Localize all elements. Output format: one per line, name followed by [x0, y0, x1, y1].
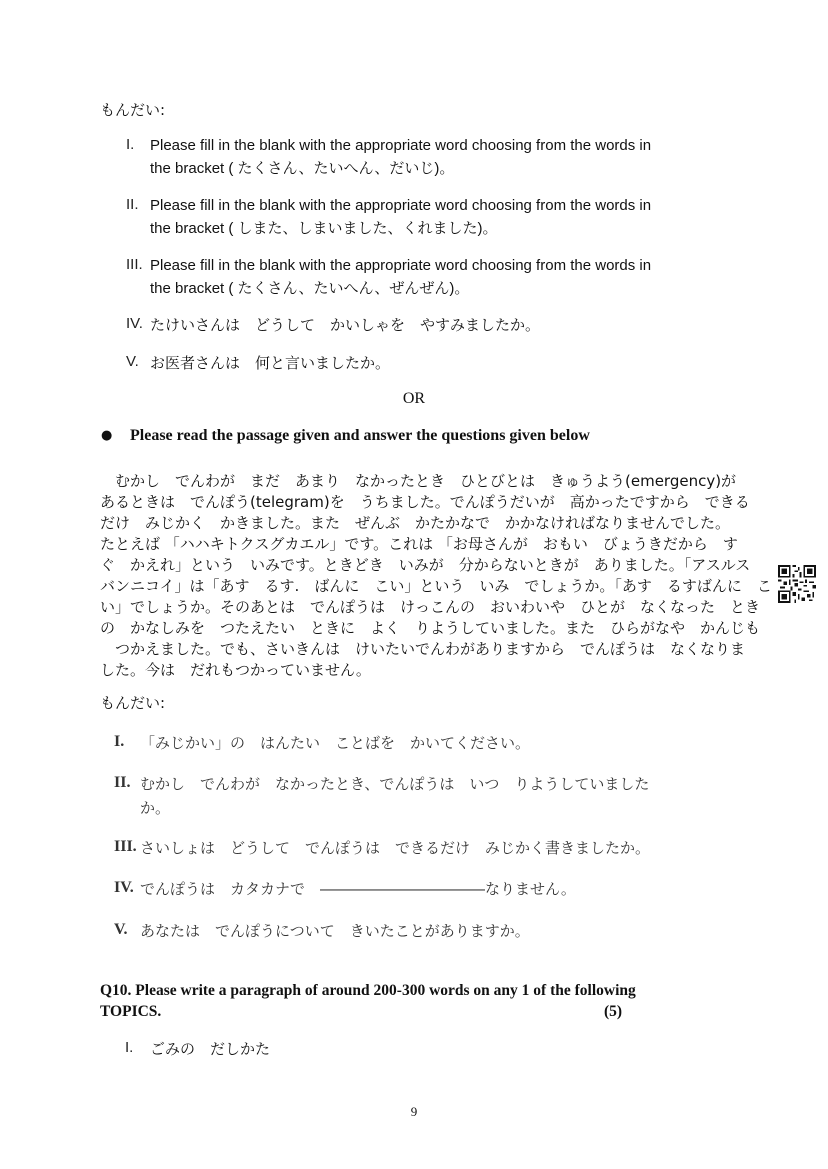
passage-instruction: Please read the passage given and answer the questions given below [130, 427, 590, 444]
passage-line-10: した。今は だれもつかっていません。 [100, 661, 371, 679]
bullet-icon: ● [101, 428, 113, 443]
passage-line-9: つかえました。でも、さいきんは けいたいでんわがありますから でんぽうは なくなりま [100, 640, 746, 658]
s1-item-5-line-1: お医者さんは 何と言いましたか。 [150, 354, 391, 372]
s2-item-5-line-1: あなたは でんぽうについて きいたことがありますか。 [140, 922, 530, 940]
s1-item-5-number: V. [126, 353, 139, 370]
s1-item-2-number: II. [126, 196, 139, 213]
q10-marks: (5) [604, 1003, 623, 1020]
q10-item-1-text: ごみの だしかた [150, 1040, 271, 1058]
q10-prompt-line-1: Q10. Please write a paragraph of around 200-300 words on any 1 of the following [100, 982, 636, 999]
q10-prompt-line-2: TOPICS. [100, 1003, 162, 1020]
s2-item-4-number: IV. [114, 879, 134, 896]
s2-item-4-line-1: でんぽうは カタカナで ―――――――――――なりません。 [140, 880, 576, 898]
s1-item-3-line-2: the bracket ( たくさん、たいへん、ぜんぜん)。 [150, 280, 470, 297]
s2-item-2-line-1: むかし でんわが なかったとき、でんぽうは いつ りようしていました [140, 775, 650, 793]
s1-item-4-number: IV. [126, 315, 143, 332]
passage-line-2: あるときは でんぽう(telegram)を うちました。でんぽうだいが 高かったですから できる [100, 493, 750, 511]
s1-item-1-line-1: Please fill in the blank with the appropriate word choosing from the words in [150, 137, 652, 154]
section1-heading: もんだい: [100, 101, 166, 119]
passage-line-1: むかし でんわが まだ あまり なかったとき ひとびとは きゅうよう(emergency)が [100, 472, 737, 490]
section2-heading: もんだい: [100, 694, 166, 712]
s1-item-3-number: III. [126, 256, 143, 273]
page-number: 9 [410, 1104, 418, 1119]
q10-item-1-number: I. [125, 1039, 134, 1056]
s1-item-4-line-1: たけいさんは どうして かいしゃを やすみましたか。 [150, 316, 541, 334]
qr-code-icon [778, 565, 816, 603]
or-divider-label: OR [402, 390, 426, 407]
passage-line-3: だけ みじかく かきました。また ぜんぶ かたかなで かかなければなりませんでした。 [100, 514, 731, 532]
s2-item-1-number: I. [114, 733, 125, 750]
s2-item-5-number: V. [114, 921, 128, 938]
s2-item-2-line-2: か。 [140, 799, 171, 817]
s1-item-3-line-1: Please fill in the blank with the appropriate word choosing from the words in [150, 257, 652, 274]
passage-line-6: バンニコイ」は「あす るす. ばんに こい」という いみ でしょうか。「あす るすばんに こ [100, 577, 772, 595]
passage-line-8: の かなしみを つたえたい ときに よく りようしていました。また ひらがなや かんじも [100, 619, 761, 637]
s1-item-1-number: I. [126, 136, 135, 153]
s2-item-1-line-1: 「みじかい」の はんたい ことばを かいてください。 [140, 734, 531, 752]
s1-item-2-line-2: the bracket ( しまた、しまいました、くれました)。 [150, 220, 498, 237]
s2-item-2-number: II. [114, 774, 131, 791]
s1-item-2-line-1: Please fill in the blank with the appropriate word choosing from the words in [150, 197, 652, 214]
passage-line-7: い」でしょうか。そのあとは でんぽうは けっこんの おいわいや ひとが なくなった とき [100, 598, 761, 616]
passage-line-4: たとえば 「ハハキトクスグカエル」です。これは 「お母さんが おもい びょうきだから す [100, 535, 738, 553]
s1-item-1-line-2: the bracket ( たくさん、たいへん、だいじ)。 [150, 160, 455, 177]
passage-line-5: ぐ かえれ」という いみです。ときどき いみが 分からないときが ありました。「アスルス [100, 556, 751, 574]
s2-item-3-line-1: さいしょは どうして でんぽうは できるだけ みじかく書きましたか。 [140, 839, 651, 857]
s2-item-3-number: III. [114, 838, 137, 855]
